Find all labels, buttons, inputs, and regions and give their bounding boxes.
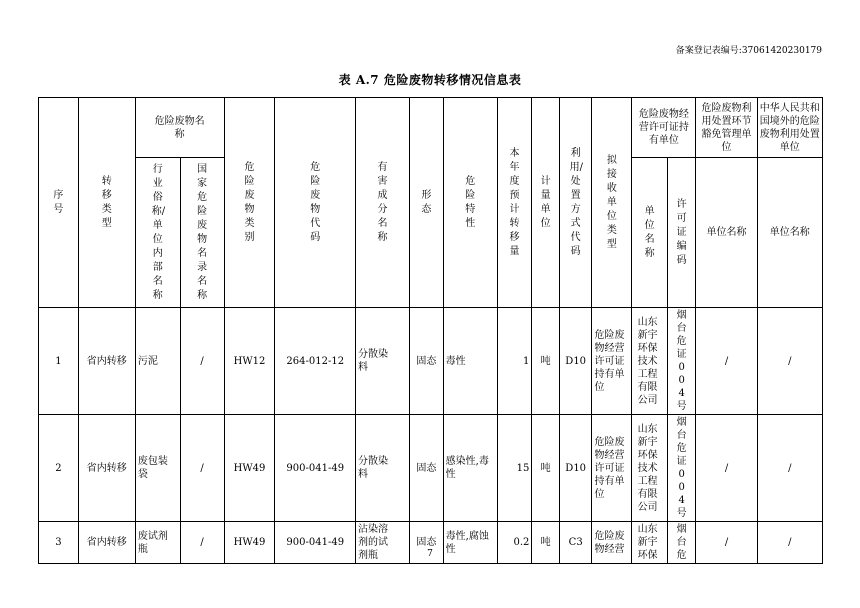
header-row-1 <box>39 98 823 158</box>
header-transfer-type: 转移类型 <box>78 98 135 308</box>
header-seq: 序号 <box>39 98 79 308</box>
row-amount: 0.2 <box>497 522 532 564</box>
table-title: 表 A.7 危险废物转移情况信息表 <box>338 73 522 87</box>
row-licensed-code: 烟台危证004号 <box>667 415 696 522</box>
row-exempt-unit: / <box>696 522 757 564</box>
row-method: D10 <box>559 308 592 415</box>
row-amount: 1 <box>497 308 532 415</box>
row-licensed-code: 烟台危证004号 <box>667 308 696 415</box>
row-code: 900-041-49 <box>275 415 356 522</box>
header-hazard: 危险特性 <box>443 98 497 308</box>
header-abroad-unit: 单位名称 <box>757 158 822 308</box>
row-seq: 2 <box>39 415 79 522</box>
header-exempt-unit: 单位名称 <box>696 158 757 308</box>
row-hazard: 感染性,毒性 <box>443 415 497 522</box>
table-row <box>39 308 823 415</box>
header-unit: 计量单位 <box>532 98 560 308</box>
row-national-name: / <box>180 415 224 522</box>
header-licensed-unit: 单位名称 <box>632 158 668 308</box>
page-number: 7 <box>427 549 433 559</box>
row-transfer-type: 省内转移 <box>78 522 135 564</box>
hazardous-waste-transfer-table <box>38 97 823 564</box>
row-national-name: / <box>180 522 224 564</box>
row-hazard: 毒性 <box>443 308 497 415</box>
row-method: D10 <box>559 415 592 522</box>
row-exempt-unit: / <box>696 415 757 522</box>
row-industry-name: 废试剂瓶 <box>135 522 180 564</box>
row-form: 固态 <box>410 308 444 415</box>
row-form: 固态 <box>410 415 444 522</box>
row-abroad-unit: / <box>757 415 822 522</box>
row-unit: 吨 <box>532 415 560 522</box>
header-receiver-type: 拟接收单位类型 <box>592 98 632 308</box>
row-method: C3 <box>559 522 592 564</box>
row-harmful: 沾染溶剂的试剂瓶 <box>356 522 410 564</box>
row-abroad-unit: / <box>757 522 822 564</box>
header-licensed-group: 危险废物经营许可证持有单位 <box>632 98 696 158</box>
row-harmful: 分散染料 <box>356 308 410 415</box>
row-abroad-unit: / <box>757 308 822 415</box>
row-national-name: / <box>180 308 224 415</box>
row-industry-name: 废包装袋 <box>135 415 180 522</box>
row-licensed-unit: 山东新宇环保 <box>632 522 668 564</box>
row-category: HW49 <box>224 415 275 522</box>
header-category: 危险废物类别 <box>224 98 275 308</box>
row-licensed-unit: 山东新宇环保技术工程有限公司 <box>632 415 668 522</box>
row-harmful: 分散染料 <box>356 415 410 522</box>
row-amount: 15 <box>497 415 532 522</box>
row-form: 固态 <box>410 522 444 564</box>
header-exempt-group: 危险废物利用处置环节豁免管理单位 <box>696 98 757 158</box>
header-national-name: 国家危险废物名录名称 <box>180 158 224 308</box>
header-form: 形态 <box>410 98 444 308</box>
header-licensed-code: 许可证编码 <box>667 158 696 308</box>
row-receiver-type: 危险废物经营许可证持有单位 <box>592 415 632 522</box>
row-seq: 1 <box>39 308 79 415</box>
row-receiver-type: 危险废物经营许可证持有单位 <box>592 308 632 415</box>
header-abroad-group: 中华人民共和国境外的危险废物利用处置单位 <box>757 98 822 158</box>
row-hazard: 毒性,腐蚀性 <box>443 522 497 564</box>
row-receiver-type: 危险废物经营 <box>592 522 632 564</box>
header-waste-name-group: 危险废物名称 <box>135 98 224 158</box>
header-disposal-method: 利用/处置方式代码 <box>559 98 592 308</box>
row-code: 900-041-49 <box>275 522 356 564</box>
table-row <box>39 415 823 522</box>
row-licensed-code: 烟台危 <box>667 522 696 564</box>
header-code: 危险废物代码 <box>275 98 356 308</box>
row-category: HW12 <box>224 308 275 415</box>
row-seq: 3 <box>39 522 79 564</box>
header-annual-amount: 本年度预计转移量 <box>497 98 532 308</box>
row-transfer-type: 省内转移 <box>78 415 135 522</box>
row-category: HW49 <box>224 522 275 564</box>
row-transfer-type: 省内转移 <box>78 308 135 415</box>
header-harmful: 有害成分名称 <box>356 98 410 308</box>
row-unit: 吨 <box>532 522 560 564</box>
header-industry-name: 行业俗称/单位内部名称 <box>135 158 180 308</box>
row-industry-name: 污泥 <box>135 308 180 415</box>
row-code: 264-012-12 <box>275 308 356 415</box>
row-licensed-unit: 山东新宇环保技术工程有限公司 <box>632 308 668 415</box>
row-exempt-unit: / <box>696 308 757 415</box>
row-unit: 吨 <box>532 308 560 415</box>
registration-number: 备案登记表编号:37061420230179 <box>675 46 822 56</box>
